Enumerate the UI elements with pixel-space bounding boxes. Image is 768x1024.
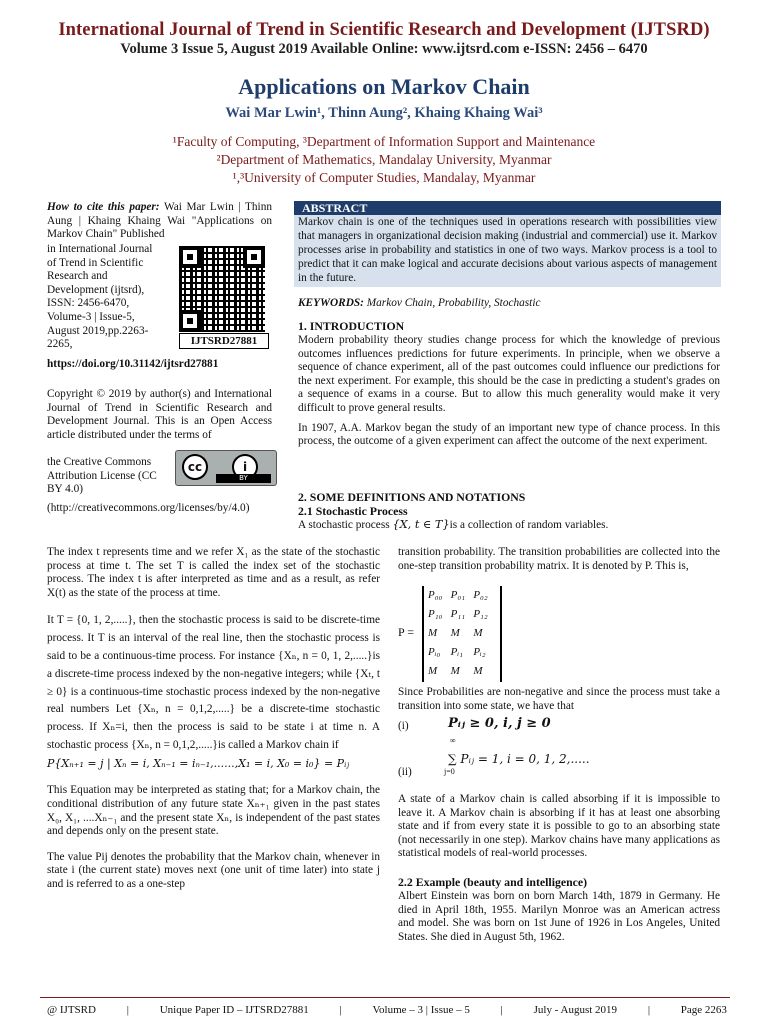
copyright-text: Copyright © 2019 by author(s) and International Journal of Trend in Scientific Research and Development Journal. This is an Open Access article distributed under the terms of (47, 388, 272, 441)
copyright-side (47, 456, 171, 497)
sum-lower-limit: j=0 (444, 767, 455, 776)
qr-finder-icon (179, 310, 201, 332)
article-title: Applications on Markov Chain (238, 74, 530, 99)
left-paragraph-1: The index t represents time and we refer X₁ as the state of the stochastic process at time t. The set T is called the index set of the stochastic process. The index t is after interpreted as time and as a result, as refer X(t) as the state of the process at time. (47, 546, 380, 599)
copyright-url (47, 502, 272, 516)
matrix-cell: M (428, 665, 438, 677)
matrix-cell: M (450, 627, 460, 639)
stochastic-def (298, 518, 720, 531)
matrix-cell: P₀₀ (428, 589, 443, 601)
footer-sep: | (647, 1004, 651, 1016)
footer-date: July - August 2019 (533, 1004, 618, 1016)
copyright-license-url[interactable]: (http://creativecommons.org/licenses/by/4.0) (47, 502, 250, 514)
matrix-grid (428, 586, 496, 681)
matrix-cell: P₀₁ (450, 589, 466, 601)
copyright-block (47, 388, 272, 442)
affiliation-3: ¹,³University of Computer Studies, Mandalay, Myanmar (232, 170, 536, 185)
keywords-list: Markov Chain, Probability, Stochastic (363, 297, 541, 309)
right-paragraph-2: Since Probabilities are non-negative and since the process must take a transition into some state, we have that (398, 686, 720, 712)
left-paragraph-3: This Equation may be interpreted as stating that; for a Markov chain, the conditional distribution of any future state Xₙ₊₁ given in the past states X₀, X₁, ....Xₙ₋₁ and the present state Xₙ, is independent of the past states and depends only on the present state. (47, 784, 380, 838)
matrix-cell: M (428, 627, 438, 639)
matrix-cell: Pᵢ₂ (473, 646, 486, 658)
journal-title: International Journal of Trend in Scientific Research and Development (IJTSRD) (58, 20, 710, 40)
copyright-license: the Creative Commons Attribution License (CC BY 4.0) (47, 456, 157, 496)
journal-issue: Volume 3 Issue 5, August 2019 Available Online: www.ijtsrd.com e-ISSN: 2456 – 6470 (120, 41, 648, 57)
intro-paragraph-1: Modern probability theory studies change process for which the knowledge of previous outcomes influences predictions for future experiments. In principle, when we observe a sequence of chance experiment, all of the past outcomes could influence our predictions for the next experiment. For example, this should be the case in predicting a student's grades on a sequence of exams in a course. But to allow this much generality would make it very difficult to prove general results. (298, 334, 720, 414)
footer-sep: | (126, 1004, 129, 1016)
page-footer (47, 1004, 727, 1016)
markov-equation: P{Xₙ₊₁ = j | Xₙ = i, Xₙ₋₁ = iₙ₋₁,......,X₁ = i, X₀ = i₀} = Pᵢⱼ (47, 756, 350, 770)
cite-line1: Wai Mar Lwin | Thinn Aung | Khaing Khaing Wai "Applications on Markov Chain" Published (47, 201, 272, 241)
stochastic-def-a: A stochastic process (298, 519, 393, 531)
stochastic-def-b: is a collection of random variables. (449, 519, 609, 531)
cond-2: ∑ Pᵢⱼ = 1, i = 0, 1, 2,..... (448, 752, 590, 766)
abstract-body: Markov chain is one of the techniques used in operations research with possibilities view that managers in organizational decision making (industrial and commercial) use it. Markov processes arise in probability and statistics in one of two ways. Markov process is a tool to predict that it can make logical and accurate decisions about various aspects of management in the future. (294, 215, 721, 287)
cite-side-text: in International Journal of Trend in Scientific Research and Development (ijtsrd), ISSN: 2456-6470, Volume-3 | Issue-5, August 2019,pp.2263-2265, (47, 243, 153, 351)
defs-heading: 2. SOME DEFINITIONS AND NOTATIONS (298, 490, 526, 504)
matrix-cell: P₁₀ (428, 608, 443, 620)
attribution-person-icon: i (232, 454, 258, 480)
footer-divider (40, 997, 730, 998)
matrix-cell: P₀₂ (473, 589, 488, 601)
qr-label: IJTSRD27881 (179, 333, 269, 349)
right-paragraph-1: transition probability. The transition probabilities are collected into the one-step transition probability matrix. It is denoted by P. This is, (398, 546, 720, 572)
matrix-cell: Pᵢ₀ (428, 646, 441, 658)
cond-1-label: (i) (398, 720, 409, 732)
footer-paper-id: Unique Paper ID – IJTSRD27881 (159, 1004, 309, 1016)
right-column-mid (398, 686, 720, 713)
cc-icon: cc (182, 454, 208, 480)
footer-page: Page 2263 (680, 1004, 727, 1016)
cite-side (47, 243, 159, 352)
footer-volume: Volume – 3 | Issue – 5 (372, 1004, 470, 1016)
cite-block (47, 201, 272, 242)
cond-2-label: (ii) (398, 766, 412, 778)
left-column (47, 546, 380, 892)
keywords-label: KEYWORDS: (298, 297, 364, 309)
example-heading: 2.2 Example (beauty and intelligence) (398, 874, 588, 889)
abstract-heading: ABSTRACT (294, 201, 721, 215)
affiliation-1: ¹Faculty of Computing, ³Department of Information Support and Maintenance (172, 134, 596, 149)
matrix-cell: P₁₂ (473, 608, 488, 620)
matrix-cell: M (473, 665, 483, 677)
right-paragraph-4: Albert Einstein was born on born March 14th, 1879 in Germany. He died in April 18th, 1955. Marilyn Monroe was an American actress and model. She was born on 1st June of 1926 in Los Angeles, United States. She died in August 5th, 1962. (398, 889, 720, 943)
transition-matrix (422, 586, 502, 682)
footer-sep: | (500, 1004, 503, 1016)
matrix-cell: Pᵢ₁ (450, 646, 463, 658)
right-paragraph-3: A state of a Markov chain is called absorbing if it is impossible to leave it. A Markov chain is absorbing if it has at least one absorbing state and if from every state it is possible to go to an absorbing state (not necessarily in one step). Markov chains have many applications as statistical models of real-world processes. (398, 793, 720, 860)
footer-site: @ IJTSRD (47, 1004, 96, 1016)
intro-heading: 1. INTRODUCTION (298, 319, 405, 333)
cond-1: Pᵢⱼ ≥ 0, i, j ≥ 0 (448, 716, 551, 731)
matrix-label: P = (398, 625, 414, 639)
cite-doi[interactable]: https://doi.org/10.31142/ijtsrd27881 (47, 358, 219, 370)
right-column-bottom (398, 793, 720, 944)
left-paragraph-4: The value Pij denotes the probability that the Markov chain, whenever in state i (the current state) moves next (one unit of time later) into state j and is referred to as a one-step (47, 850, 380, 890)
article-authors: Wai Mar Lwin¹, Thinn Aung², Khaing Khaing Wai³ (225, 105, 543, 121)
intro-paragraph-2: In 1907, A.A. Markov began the study of an important new type of chance process. In this process, the outcome of a given experiment can affect the outcome of the next experiment. (298, 421, 720, 448)
matrix-cell: P₁₁ (450, 608, 466, 620)
footer-sep: | (339, 1004, 342, 1016)
cite-lead: How to cite this paper: (47, 201, 160, 213)
matrix-cell: M (450, 665, 460, 677)
qr-finder-icon (243, 246, 265, 268)
matrix-cell: M (473, 627, 483, 639)
affiliation-2: ²Department of Mathematics, Mandalay University, Myanmar (216, 152, 552, 167)
left-paragraph-2: It T = {0, 1, 2,.....}, then the stochastic process is said to be discrete-time process. It T is an interval of the real line, then the stochastic process is said to be a continuous-time process. For instance {Xₙ, n = 0, 1, 2,.....}is a discrete-time process indexed by the non-negative integers; while {Xₜ, t ≥ 0} is a continuous-time stochastic process indexed by the non-negative real numbers Let {Xₙ, n = 0,1,2,.....} be a discrete-time stochastic process. If Xₙ=i, then the process is said to be state i at time n. A stochastic process {Xₙ, n = 0,1,2,.....}is called a Markov chain if (47, 614, 380, 751)
right-column-top (398, 546, 720, 573)
cc-by-label: BY (216, 474, 271, 483)
qr-code-image (179, 246, 265, 332)
stochastic-def-math: {X, t ∈ T} (392, 518, 450, 531)
intro-section (298, 334, 720, 449)
stochastic-subheading: 2.1 Stochastic Process (298, 504, 408, 518)
keywords (298, 297, 720, 309)
qr-finder-icon (179, 246, 201, 268)
cc-by-badge (175, 450, 277, 486)
sum-upper-limit: ∞ (450, 736, 456, 745)
